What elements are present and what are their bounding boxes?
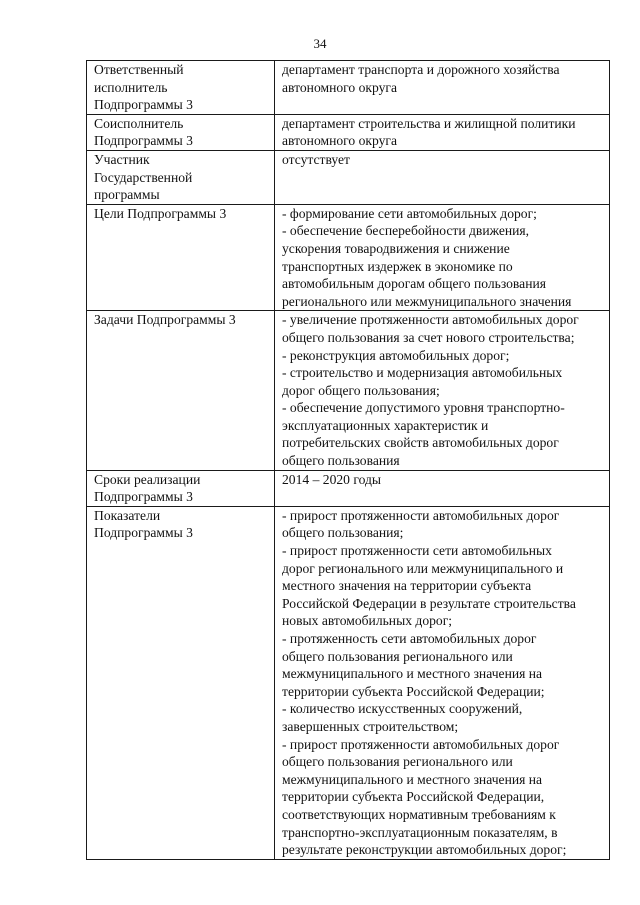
row-value-line: завершенных строительством; (282, 718, 459, 734)
table-row (87, 204, 610, 311)
row-value-line: местного значения на территории субъекта (282, 578, 532, 594)
row-value-line: общего пользования регионального или (282, 648, 513, 664)
row-value-line: транспортно-эксплуатационным показателям, в (282, 824, 558, 840)
row-label-line: Показатели (94, 507, 161, 523)
row-value-line: департамент строительства и жилищной политики (282, 115, 576, 131)
row-value-line: соответствующих нормативным требованиям к (282, 806, 556, 822)
row-label-line: Подпрограммы 3 (94, 97, 193, 113)
row-value-line: межмуниципального и местного значения на (282, 771, 543, 787)
row-label-line: Соисполнитель (94, 115, 184, 131)
row-value-line: отсутствует (282, 151, 351, 167)
row-value-line: общего пользования; (282, 525, 404, 541)
passport-table-body (87, 61, 610, 860)
row-label-line: Задачи Подпрограммы 3 (94, 312, 236, 328)
row-value-cell (275, 470, 610, 506)
table-row (87, 311, 610, 470)
row-value-line: территории субъекта Российской Федерации, (282, 789, 545, 805)
row-label-line: Участник (94, 151, 150, 167)
row-value-line: - реконструкция автомобильных дорог; (282, 347, 510, 363)
row-value-line: - протяженность сети автомобильных дорог (282, 631, 537, 646)
row-value-line: дорог общего пользования; (282, 382, 440, 398)
row-label-line: Подпрограммы 3 (94, 133, 193, 149)
row-label-cell (87, 470, 275, 506)
row-label-line: Цели Подпрограммы 3 (94, 205, 227, 221)
row-label-cell (87, 204, 275, 311)
row-value-line: автономного округа (282, 79, 398, 95)
row-value-cell (275, 114, 610, 150)
row-value-line: общего пользования регионального или (282, 754, 513, 770)
row-value-line: общего пользования за счет нового строительства; (282, 329, 575, 345)
subprogram-passport-table (86, 60, 610, 860)
row-label-line: исполнитель (94, 79, 168, 95)
table-row (87, 506, 610, 859)
row-value-line: регионального или межмуниципального значения (282, 293, 572, 309)
page-number: 34 (313, 36, 327, 51)
row-value-line: ускорения товародвижения и снижение (282, 240, 510, 256)
row-label-cell (87, 150, 275, 204)
row-label-line: Сроки реализации (94, 471, 201, 487)
table-row (87, 61, 610, 115)
row-value-line: - прирост протяженности сети автомобильных (282, 543, 552, 559)
row-value-line: - количество искусственных сооружений, (282, 701, 523, 717)
row-label-cell (87, 61, 275, 115)
row-value-line: новых автомобильных дорог; (282, 613, 453, 629)
row-value-line: общего пользования (282, 453, 400, 469)
row-value-line: результате реконструкции автомобильных дорог; (282, 842, 567, 858)
row-value-line: Российской Федерации в результате строительства (282, 595, 576, 611)
row-value-line: транспортных издержек в экономике по (282, 258, 513, 274)
row-value-line: автомобильным дорогам общего пользования (282, 276, 546, 292)
row-label-cell (87, 506, 275, 859)
row-value-cell (275, 311, 610, 470)
table-row (87, 114, 610, 150)
row-value-line: эксплуатационных характеристик и (282, 417, 489, 433)
row-value-cell (275, 204, 610, 311)
row-value-line: департамент транспорта и дорожного хозяйства (282, 62, 560, 77)
row-value-cell (275, 506, 610, 859)
row-label-line: программы (94, 187, 160, 203)
row-value-line: потребительских свойств автомобильных дорог (282, 435, 559, 451)
row-label-cell (87, 114, 275, 150)
row-label-line: Подпрограммы 3 (94, 489, 193, 505)
row-value-line: 2014 – 2020 годы (282, 471, 382, 487)
row-value-line: - прирост протяженности автомобильных дорог (282, 736, 560, 752)
row-value-line: - формирование сети автомобильных дорог; (282, 205, 537, 221)
row-value-line: - строительство и модернизация автомобильных (282, 365, 563, 381)
row-value-line: автономного округа (282, 133, 398, 149)
row-value-line: - обеспечение бесперебойности движения, (282, 223, 530, 239)
row-value-cell (275, 61, 610, 115)
row-value-line: - прирост протяженности автомобильных дорог (282, 507, 560, 523)
row-label-cell (87, 311, 275, 470)
table-row (87, 470, 610, 506)
row-value-line: межмуниципального и местного значения на (282, 666, 543, 682)
row-label-line: Государственной (94, 169, 193, 185)
row-value-line: - увеличение протяженности автомобильных дорог (282, 312, 579, 328)
row-value-line: территории субъекта Российской Федерации; (282, 683, 545, 699)
row-label-line: Ответственный (94, 62, 184, 77)
row-value-line: - обеспечение допустимого уровня транспортно- (282, 400, 565, 416)
row-value-line: дорог регионального или межмуниципального и (282, 560, 564, 576)
row-label-line: Подпрограммы 3 (94, 525, 193, 541)
table-row (87, 150, 610, 204)
row-value-cell (275, 150, 610, 204)
